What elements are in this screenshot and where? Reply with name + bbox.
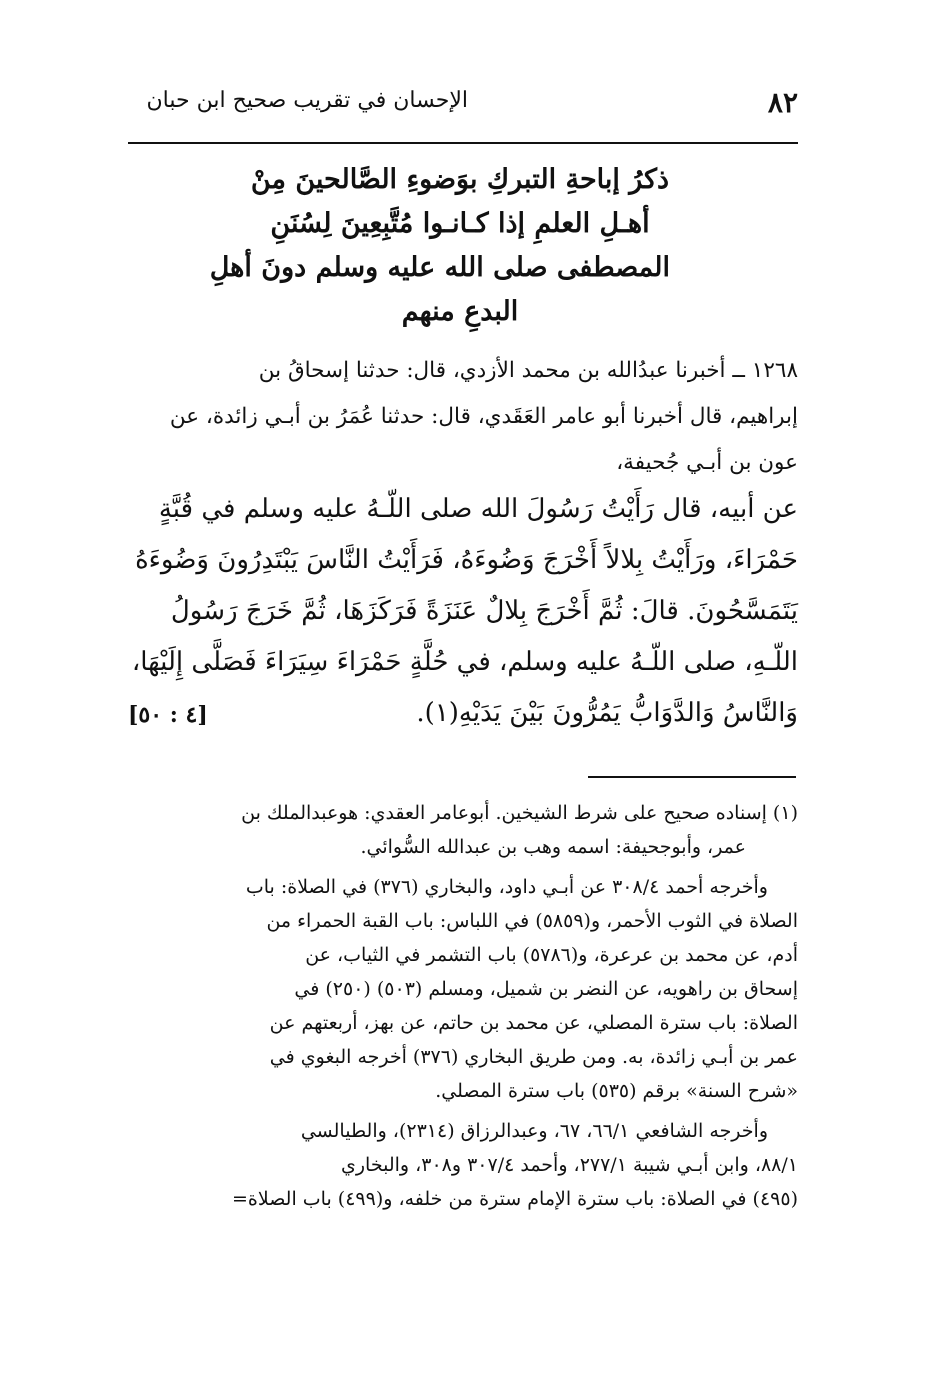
- hadith-reference: [٤ : ٥٠]: [128, 702, 208, 728]
- footnotes: [128, 796, 798, 1222]
- matn-line: وَالنَّاسُ وَالدَّوَابُّ يَمُرُّونَ بَيْنَ يَدَيْهِ(١).: [416, 698, 798, 728]
- page-number: ٨٢: [767, 86, 798, 119]
- matn-line: اللّـهِ، صلى اللّـهُ عليه وسلم، في حُلَّةٍ حَمْرَاءَ سِيَرَاءَ فَصَلَّى إِلَيْهَا،: [131, 647, 798, 677]
- running-header: [128, 82, 798, 122]
- footnote-line: الصلاة في الثوب الأحمر، و(٥٨٥٩) في اللباس: باب القبة الحمراء من: [266, 910, 798, 932]
- chapter-heading-line: ذكرُ إباحةِ التبركِ بوَضوءِ الصَّالحينَ مِنْ: [250, 164, 670, 195]
- footnote-line: ٨٨/١، وابن أبـي شيبة ٢٧٧/١، وأحمد ٣٠٧/٤ و٣٠٨، والبخاري: [340, 1154, 798, 1176]
- isnad-line: إبراهيم، قال أخبرنا أبو عامر العَقَدي، قال: حدثنا عُمَرُ بن أبـي زائدة، عن: [169, 404, 798, 429]
- isnad-line: ١٢٦٨ ــ أخبرنا عبدُالله بن محمد الأزدي، قال: حدثنا إسحاقُ بن: [258, 358, 798, 383]
- footnote-line: (٤٩٥) في الصلاة: باب سترة الإمام سترة من خلفه، و(٤٩٩) باب الصلاة=: [231, 1188, 798, 1210]
- footnote-paragraph: [128, 870, 798, 1108]
- footnote-divider: [588, 776, 796, 778]
- footnote-line: (١) إسناده صحيح على شرط الشيخين. أبوعامر العقدي: هوعبدالملك بن: [241, 802, 798, 824]
- footnote-line: وأخرجه الشافعي ٦٦/١، ٦٧، وعبدالرزاق (٢٣١٤)، والطيالسي: [300, 1120, 768, 1142]
- footnote-line: أدم، عن محمد بن عرعرة، و(٥٧٨٦) باب التشمر في الثياب، عن: [305, 944, 798, 966]
- hadith-text: [130, 484, 798, 739]
- footnote-line: عمر، وأبوجحيفة: اسمه وهب بن عبدالله السُّوائي.: [360, 836, 746, 858]
- chapter-heading-line: البدعِ منهم: [401, 296, 519, 327]
- chapter-heading: [209, 158, 670, 334]
- footnote-paragraph: [128, 796, 798, 864]
- book-title: الإحسان في تقريب صحيح ابن حبان: [146, 88, 468, 113]
- matn-line: يَتَمَسَّحُونَ. قالَ: ثُمَّ أَخْرَجَ بِلالٌ عَنَزَةً فَرَكَزَهَا، ثُمَّ خَرَجَ رَسُولُ: [170, 596, 798, 626]
- header-divider: [128, 142, 798, 144]
- footnote-line: «شرح السنة» برقم (٥٣٥) باب سترة المصلي.: [435, 1080, 798, 1102]
- footnote-line: وأخرجه أحمد ٣٠٨/٤ عن أبـي داود، والبخاري (٣٧٦) في الصلاة: باب: [245, 876, 768, 898]
- footnote-line: إسحاق بن راهويه، عن النضر بن شميل، ومسلم (٥٠٣) (٢٥٠) في: [294, 978, 798, 1000]
- hadith-chain-of-narration: [130, 348, 798, 486]
- matn-line: عن أبيه، قال رَأَيْتُ رَسُولَ الله صلى اللّـهُ عليه وسلم في قُبَّةٍ: [158, 494, 798, 524]
- isnad-line: عون بن أبـي جُحيفة،: [616, 450, 798, 475]
- chapter-heading-line: أهـلِ العلمِ إذا كـانـوا مُتَّبِعِينَ لِسُنَنِ: [270, 208, 650, 239]
- footnote-paragraph: [128, 1114, 798, 1216]
- footnote-line: عمر بن أبـي زائدة، به. ومن طريق البخاري (٣٧٦) أخرجه البغوي في: [269, 1046, 798, 1068]
- footnote-line: الصلاة: باب سترة المصلي، عن محمد بن حاتم، عن بهز، أربعتهم عن: [269, 1012, 798, 1034]
- chapter-heading-line: المصطفى صلى الله عليه وسلم دونَ أهلِ: [209, 252, 670, 283]
- matn-line: حَمْرَاءَ، ورَأَيْتُ بِلالاً أَخْرَجَ وَضُوءَهُ، فَرَأَيْتُ النَّاسَ يَبْتَدِرُونَ وَضُوءَهُ: [135, 545, 798, 575]
